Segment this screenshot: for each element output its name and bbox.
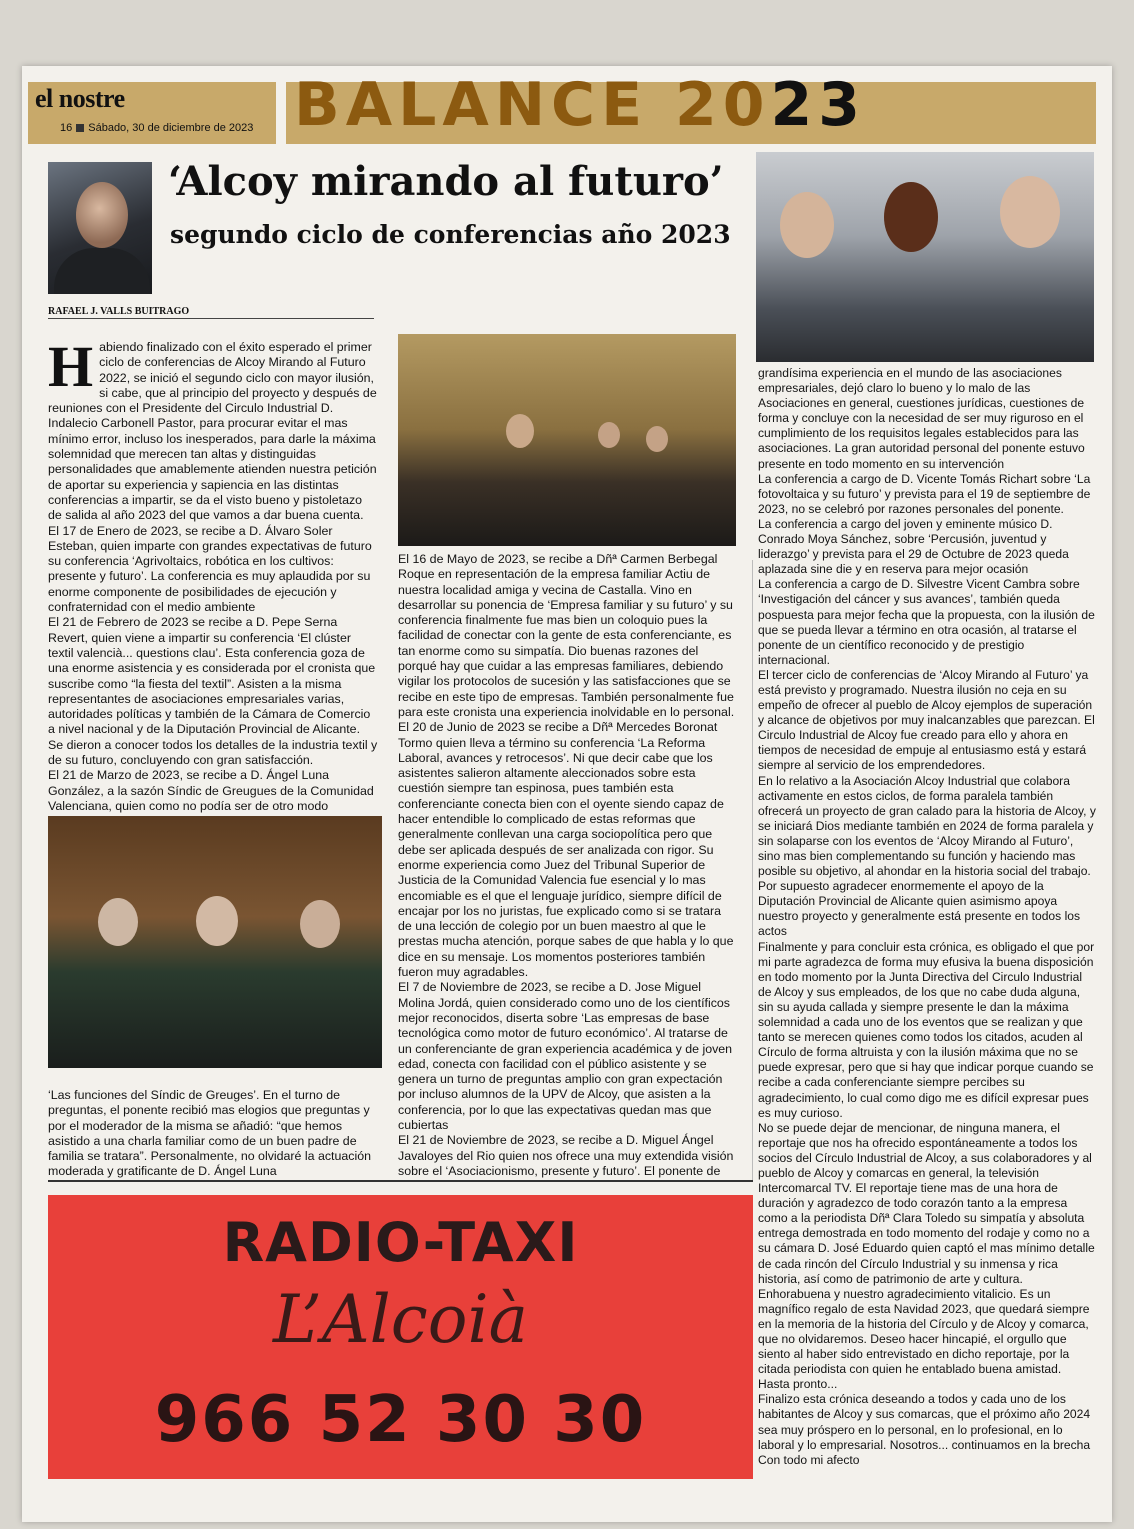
square-bullet-icon [76, 124, 84, 132]
paragraph: En lo relativo a la Asociación Alcoy Industrial que colabora activamente en estos ciclos, de forma paralela también ofrecerá un proyecto de gran calado para la historia de Alcoy, y se iniciará Dios mediante también en 2024 de forma paralela y sin solaparse con los eventos de ‘Alcoy Mirando al Futuro’, sino mas bien complementando su función y haciendo mas posible su objetivo, al ahondar en la historia social del trabajo. [758, 773, 1096, 879]
speaker-figure [780, 192, 834, 258]
speaker-figure [98, 898, 138, 946]
section-year-part-b: 23 [770, 70, 866, 140]
paragraph: grandísima experiencia en el mundo de las asociaciones empresariales, dejó claro lo bueno y lo malo de las Asociaciones en general, cuestiones jurídicas, cuestiones de forma y concluye con la necesidad de ser muy riguroso en el cumplimiento de los requisitos legales establecidos para las asociaciones. La gran autoridad personal del ponente estuvo presente en todo momento en su intervención [758, 366, 1085, 471]
paragraph: El tercer ciclo de conferencias de ‘Alcoy Mirando al Futuro’ ya está previsto y programado. Nuestra ilusión no ceja en su empeño de ofrecer al pueblo de Alcoy ejemplos de superación y alcance de objetivos por muy inalcanzables que parezcan. El Circulo Industrial de Alcoy fue creado para ello y ahora en tiempos de necesidad de empuje al entusiasmo está y estará siempre al servicio de los emprendedores. [758, 667, 1095, 773]
paragraph: La conferencia a cargo de D. Vicente Tomás Richart sobre ‘La fotovoltaica y su futuro’ y prevista para el 19 de septiembre de 2023, no se celebró por razones personales del ponente. [758, 471, 1091, 516]
paragraph: ‘Las funciones del Síndic de Greuges’. En el turno de preguntas, el ponente recibió mas elogios que preguntas y por el moderador de la misma se añadió: “que hemos asistido a una charla familiar como de un buen padre de familia se tratara”. Personalmente, no olvidaré la actuación moderada y gratificante de D. Ángel Luna [48, 1088, 372, 1179]
paragraph: No se puede dejar de mencionar, de ninguna manera, el reportaje que nos ha ofrecido espontáneamente a todos los socios del Círculo Industrial de Alcoy, a sus colaboradores y al pueblo de Alcoy y comarcas en general, la televisión Intercomarcal TV. El reportaje tiene mas de una hora de duración y agradezco de todo corazón tanto a la empresa como a la periodista Dñª Clara Toledo su simpatía y absoluta entrega demostrada en todo momento del rodaje y como no a su cámara D. José Eduardo quien captó el mas mínimo detalle de cada rincón del Círculo Industrial y su inmensa y rica historia, así como de patrimonio de arte y cultura. Enhorabuena y nuestro agradecimiento vitalicio. Es un magnífico regalo de esta Navidad 2023, que quedará siempre en la memoria de la historia del Círculo y de Alcoy y comarca, que no olvidaremos. Deseo hacer hincapié, el orgullo que siento al haber sido entrevistado en dicho reportaje, por la citada periodista con quien he entablado buena amistad. Hasta pronto... [758, 1120, 1095, 1392]
conference-photo-panel [48, 816, 382, 1068]
column-divider [752, 560, 753, 1180]
column-2 [398, 552, 736, 1179]
paragraph: La conferencia a cargo de D. Silvestre Vicent Cambra sobre ‘Investigación del cáncer y sus avances’, también queda pospuesta para mejor fecha que la propuesta, con la ilusión de que se pueda llevar a término en otra ocasión, al tratarse el ponente de un científico reconocido y de prestigio internacional. [758, 577, 1095, 667]
byline-rule [48, 318, 374, 319]
speaker-figure [884, 182, 938, 252]
portrait-body-shape [54, 248, 150, 294]
subheadline: segundo ciclo de conferencias año 2023 [170, 220, 731, 249]
speaker-figure [1000, 176, 1060, 248]
advert-phone: 966 52 30 30 [154, 1383, 647, 1457]
author-portrait-photo [48, 162, 152, 294]
page-number: 16 [60, 122, 73, 134]
radio-taxi-advert [48, 1195, 753, 1479]
paragraph: abiendo finalizado con el éxito esperado el primer ciclo de conferencias de Alcoy Mirando al Futuro 2022, se inició el segundo ciclo con mayor ilusión, si cabe, que al principio del proyecto y después de reuniones con el Presidente del Circulo Industrial D. Indalecio Carbonell Pastor, para procurar evitar el mas mínimo error, incluso los inesperados, para darle la máxima solemnidad que merecen tan altas y distinguidas personalidades que amablemente atienden nuestra petición de aportar su experiencia y sapiencia en las distintas conferencias a impartir, se da el visto bueno y pistoletazo de salida al año 2023 del que vamos a dar buena cuenta. [48, 340, 377, 523]
paragraph: Finalmente y para concluir esta crónica, es obligado el que por mi parte agradezca de forma muy efusiva la buena disposición en todo momento por la Junta Directiva del Circulo Industrial de Alcoy y sus empleados, de los que no cabe duda alguna, sin su ayuda callada y siempre presente le dan la máxima solemnidad a cada uno de los eventos que se realizan y que tanto se merecen quienes como todos los citados, acuden al Círculo de forma altruista y con la ilusión máxima que no se puede expresar, pero que si hay que indicar porque cuando se recibe a cada conferenciante siempre percibes su agradecimiento, lo cual como digo me es difícil expresar pues es muy curioso. [758, 939, 1095, 1120]
paragraph: El 21 de Noviembre de 2023, se recibe a D. Miguel Ángel Javaloyes del Rio quien nos ofrece una muy extendida visión sobre el ‘Asociacionismo, presente y futuro’. El ponente de [398, 1133, 734, 1178]
masthead-logo: el nostre [35, 84, 125, 113]
paragraph: El 20 de Junio de 2023 se recibe a Dñª Mercedes Boronat Tormo quien lleva a término su conferencia ‘La Reforma Laboral, avances y retrocesos’. Ni que decir cabe que los asistentes salieron altamente aleccionados sobre esta cuestión siempre tan espinosa, pues también esta conferenciante conecta bien con el oyente siendo capaz de hacer entendible lo complicado de estas reformas que generalmente conllevan una carga sociopolítica pero que debe ser aplicada después de ser analizada con rigor. Su enorme experiencia como Juez del Tribunal Superior de Justicia de la Comunidad Valencia fue esencial y lo mas encomiable es el que el lenguaje jurídico, siempre difícil de encajar por los no juristas, fue explicado como si se tratara de una lección de colegio por un buen maestro al que le prestas mucha atención, porque sabes de que habla y lo que dice en su mensaje. Los momentos posteriores también fueron muy agradables. [398, 720, 734, 980]
headline: ‘Alcoy mirando al futuro’ [168, 158, 724, 205]
attendee-figure [598, 422, 620, 448]
attendee-figure [646, 426, 668, 452]
column-3 [758, 366, 1096, 1468]
speaker-figure [506, 414, 534, 448]
advert-rule [48, 1180, 753, 1182]
speaker-figure [300, 900, 340, 948]
byline: RAFAEL J. VALLS BUITRAGO [48, 306, 190, 317]
column-1 [48, 334, 378, 830]
portrait-head-shape [76, 182, 128, 248]
section-year-part-a: 20 [674, 70, 771, 140]
issue-date: Sábado, 30 de diciembre de 2023 [88, 122, 254, 134]
paragraph: Finalizo esta crónica deseando a todos y cada uno de los habitantes de Alcoy y sus comarcas, que el próximo año 2024 sea muy próspero en lo personal, en lo profesional, en lo laboral y lo empresarial. Nosotros... continuamos en la brecha [758, 1392, 1091, 1452]
drop-cap: H [48, 334, 94, 399]
advert-script-name: L’Alcoià [273, 1281, 528, 1358]
dateline [60, 122, 253, 134]
paragraph: El 21 de Febrero de 2023 se recibe a D. Pepe Serna Revert, quien viene a impartir su conferencia ‘El clúster textil valencià... questions clau’. Esta conferencia goza de una enorme asistencia y es considerada por el cronista que suscribe como “la fiesta del textil”. Asisten a la misma representantes de asociaciones empresariales varias, autoridades políticas y también de la Cámara de Comercio a nivel nacional y de la Diputación Provincial de Alicante. Se dieron a conocer todos los detalles de la industria textil y de su futuro, concluyendo con gran satisfacción. [48, 615, 378, 768]
column-1-continued [48, 1088, 382, 1180]
paragraph: Con todo mi afecto [758, 1452, 860, 1467]
section-word: BALANCE [294, 70, 675, 140]
paragraph: La conferencia a cargo del joven y eminente músico D. Conrado Moya Sánchez, sobre ‘Percusión, juventud y liderazgo’ y prevista para el 29 de Octubre de 2023 queda aplazada sine die y en reserva para mejor ocasión [758, 516, 1069, 577]
speaker-figure [196, 896, 238, 946]
paragraph: El 21 de Marzo de 2023, se recibe a D. Ángel Luna González, a la sazón Síndic de Greugues de la Comunidad Valenciana, quien como no podía ser de otro modo [48, 768, 374, 813]
paragraph: El 7 de Noviembre de 2023, se recibe a D. Jose Miguel Molina Jordá, quien considerado como uno de los científicos mejor reconocidos, diserta sobre ‘Las empresas de base tecnológica como motor de futuro económico’. Al tratarse de un conferenciante de gran experiencia académica y de joven edad, conecta con facilidad con el público asistente y se genera un turno de preguntas amplio con gran expectación por incluso alumnos de la UPV de Alcoy, que asisten a la conferencia, por lo que las expectativas quedan mas que cubiertas [398, 980, 733, 1132]
auditorium-photo [398, 334, 736, 546]
paragraph: El 16 de Mayo de 2023, se recibe a Dñª Carmen Berbegal Roque en representación de la empresa familiar Actiu de nuestra localidad amiga y vecina de Castalla. Vino en desarrollar su ponencia de ‘Empresa familiar y su futuro’ y su conferencia finalmente fue mas bien un coloquio pues la facilidad de conectar con la gente de esta conferenciante, es tan enorme como su simpatía. Dio buenas razones del porqué hay que cuidar a las empresas familiares, debiendo vigilar los protocolos de sucesión y las satisfacciones que se recibe en este tipo de empresas. También personalmente fue para este cronista una experiencia inolvidable en lo personal. [398, 552, 735, 719]
section-title [294, 70, 866, 140]
paragraph: Por supuesto agradecer enormemente el apoyo de la Diputación Provincial de Alicante quien asimismo apoya nuestro proyecto y generalmente está presente en todos los actos [758, 879, 1081, 939]
advert-title: RADIO-TAXI [222, 1211, 579, 1274]
panel-speakers-photo [756, 152, 1094, 362]
paragraph: El 17 de Enero de 2023, se recibe a D. Álvaro Soler Esteban, quien imparte con grandes expectativas de futuro su conferencia ‘Agrivoltaics, robótica en los cultivos: presente y futuro’. La conferencia es muy aplaudida por su enorme componente de posibilidades de ejecución y confraternidad con el medio ambiente [48, 523, 372, 615]
